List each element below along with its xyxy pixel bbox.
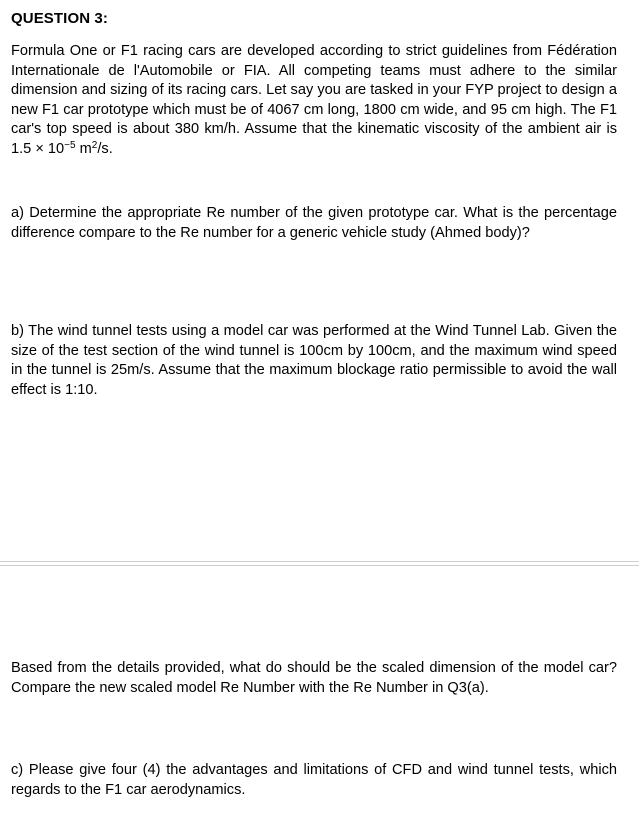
part-b-text: b) The wind tunnel tests using a model car was performed at the Wind Tunnel Lab. Given the size of the test section of the wind tunnel is 100cm by 100cm, and the maximum wind speed in the tunnel is 25m/s. Assume that the maximum blockage ratio permissible to avoid the wall effect is 1:10. xyxy=(11,323,617,398)
page-divider-top xyxy=(0,561,639,562)
page-divider-bottom xyxy=(0,565,639,566)
question-intro xyxy=(11,42,617,159)
part-b-followup-text: Based from the details provided, what do should be the scaled dimension of the model car? Compare the new scaled model Re Number with the Re Number in Q3(a). xyxy=(11,660,617,696)
intro-exponent: −5 xyxy=(64,139,76,151)
intro-unit: m xyxy=(75,140,92,157)
part-a-text: a) Determine the appropriate Re number of the given prototype car. What is the percentage difference compare to the Re number for a generic vehicle study (Ahmed body)? xyxy=(11,205,617,241)
question-heading: QUESTION 3: xyxy=(11,10,108,27)
intro-text: Formula One or F1 racing cars are developed according to strict guidelines from Fédération Internationale de l'Automobile or FIA. All competing teams must adhere to the similar dimension and sizing of its racing cars. Let say you are tasked in your FYP project to design a new F1 car prototype which must be of 4067 cm long, 1800 cm wide, and 95 cm high. The F1 car's top speed is about 380 km/h. Assume that the kinematic viscosity of the ambient air is 1.5 × 10 xyxy=(11,43,617,157)
part-c-text: c) Please give four (4) the advantages and limitations of CFD and wind tunnel tests, which regards to the F1 car aerodynamics. xyxy=(11,762,617,798)
intro-end: /s. xyxy=(97,140,113,157)
intro-unit-exponent: 2 xyxy=(91,139,98,151)
